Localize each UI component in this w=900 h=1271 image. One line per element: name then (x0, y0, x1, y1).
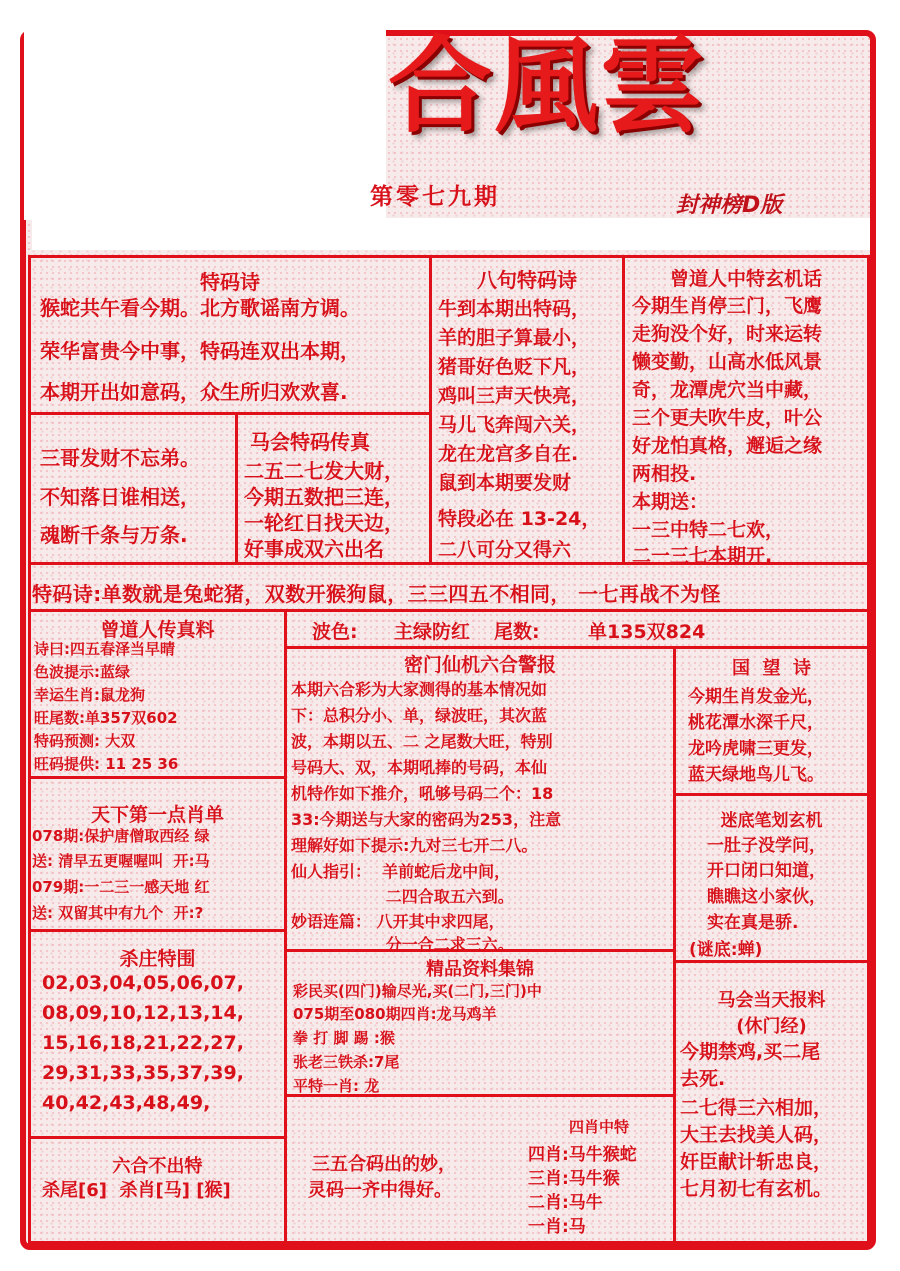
shazhuang-line: 02,03,04,05,06,07, (42, 972, 244, 994)
sixiao-line: 四肖:马牛猴蛇 (528, 1145, 637, 1165)
bose-value: 主绿防红 (394, 621, 471, 643)
poem2-line: 不知落日谁相送， (40, 485, 200, 509)
baju-line: 特段必在 13-24， (438, 508, 601, 530)
mimen-line: 仙人指引： 羊前蛇后龙中间， (291, 862, 511, 881)
mahui-dangtian-line: 二七得三六相加， (680, 1097, 833, 1119)
mimen-line: 理解好如下提示:九对三七开二八。 (291, 836, 538, 855)
baju-line: 牛到本期出特码， (438, 298, 591, 320)
sanwu-line: 灵码一齐中得好。 (308, 1180, 452, 1201)
zengdao-xuanji-line: 二一三七本期开. (632, 545, 773, 567)
liuhe-bu-title: 六合不出特 (112, 1156, 203, 1177)
zengdao-xuanji-line: 一三中特二七欢， (632, 519, 785, 541)
header-blank-area (24, 30, 386, 220)
midi-title: 迷底笔划玄机 (720, 811, 823, 831)
baju-line: 龙在龙宫多自在. (438, 443, 579, 465)
jingpin-line: 平特一肖: 龙 (293, 1077, 380, 1095)
jingpin-line: 075期至080期四肖:龙马鸡羊 (293, 1005, 497, 1023)
mahui-chuanzhen-line: 二五二七发大财， (244, 459, 404, 483)
mimen-line: 机特作如下推介，吼够号码二个：18 (291, 784, 554, 803)
sixiao-title: 四肖中特 (569, 1118, 630, 1136)
poem1-line: 荣华富贵今中事，特码连双出本期， (40, 339, 360, 363)
poem1-line: 猴蛇共午看今期。北方歌谣南方调。 (40, 296, 360, 320)
baju-line: 猪哥好色贬下凡， (438, 356, 591, 378)
mimen-line: 妙语连篇： 八开其中求四尾， (291, 912, 505, 931)
tail-value: 单135双824 (588, 621, 706, 643)
zengdao-xuanji-line: 两相投. (632, 463, 697, 485)
mimen-line: 分一合二求三六。 (291, 935, 514, 954)
sixiao-line: 二肖:马牛 (528, 1193, 603, 1213)
poem1-line: 本期开出如意码，众生所归欢欢喜. (40, 380, 348, 404)
banner-text: 特码诗:单数就是兔蛇猪，双数开猴狗鼠，三三四五不相同， 一七再战不为怪 (32, 582, 721, 606)
baju-line: 鼠到本期要发财 (438, 472, 572, 494)
mimen-line: 本期六合彩为大家测得的基本情况如 (291, 680, 548, 699)
zengdao-xuanji-line: 本期送： (632, 491, 709, 513)
mahui-dangtian-line: 奸臣献计斩忠良， (680, 1151, 833, 1173)
mahui-dangtian-subtitle: (休门经) (736, 1016, 807, 1037)
mimen-line: 波，本期以五、二 之尾数大旺，特别 (291, 732, 553, 751)
jingpin-line: 张老三铁杀:7尾 (293, 1053, 400, 1071)
jingpin-title: 精品资料集锦 (426, 959, 534, 980)
tianxia-line: 079期:一二三一感天地 红 (32, 878, 210, 896)
midi-line: 开口闭口知道， (707, 861, 826, 881)
masthead-title: 合風雲 (388, 24, 707, 147)
zengdao-xuanji-line: 今期生肖停三门，飞鹰 (632, 295, 823, 317)
zengdao-zhenliao-line: 特码预测: 大双 (34, 732, 136, 750)
zengdao-zhenliao-line: 旺码提供: 11 25 36 (34, 755, 179, 773)
guowang-line: 桃花潭水深千尺， (688, 713, 824, 733)
sixiao-line: 三肖:马牛猴 (528, 1169, 620, 1189)
midi-line: 瞧瞧这小家伙， (707, 887, 826, 907)
poem2-line: 三哥发财不忘弟。 (40, 446, 200, 470)
tail-label: 尾数: (494, 621, 540, 643)
mahui-chuanzhen-title: 马会特码传真 (250, 430, 370, 454)
tianxia-line: 078期:保护唐僧取西经 绿 (32, 827, 210, 845)
zengdao-zhenliao-line: 色波提示:蓝绿 (34, 663, 130, 681)
shazhuang-line: 08,09,10,12,13,14, (42, 1002, 244, 1024)
baju-line: 二八可分又得六 (438, 539, 572, 561)
shazhuang-line: 40,42,43,48,49, (42, 1092, 211, 1114)
zengdao-xuanji-line: 三个更夫吹牛皮，叶公 (632, 407, 823, 429)
mimen-line: 33:今期送与大家的密码为253，注意 (291, 810, 562, 829)
baju-line: 羊的胆子算最小， (438, 327, 591, 349)
bose-box (284, 609, 870, 649)
zengdao-zhenliao-line: 幸运生肖:鼠龙狗 (34, 686, 145, 704)
guowang-line: 龙吟虎啸三更发， (688, 739, 824, 759)
shazhuang-title: 杀庄特围 (119, 948, 196, 970)
mahui-chuanzhen-line: 好事成双六出名 (244, 537, 384, 561)
guowang-line: 蓝天绿地鸟儿飞。 (688, 765, 824, 785)
zengdao-xuanji-line: 奇，龙潭虎穴当中藏， (632, 379, 823, 401)
jingpin-line: 拳 打 脚 踢 :猴 (293, 1029, 395, 1047)
guowang-line: 今期生肖发金光， (688, 687, 824, 707)
mimen-title: 密门仙机六合警报 (403, 654, 556, 676)
zengdao-zhenliao-title: 曾道人传真料 (100, 619, 215, 641)
midi-answer: (谜底:蝉) (689, 940, 763, 960)
zengdao-xuanji-line: 懒变勤，山高水低风景 (632, 351, 823, 373)
mahui-dangtian-title: 马会当天报料 (717, 990, 826, 1011)
baju-line: 鸡叫三声天快亮， (438, 385, 591, 407)
baju-line: 马儿飞奔闯六关， (438, 414, 591, 436)
tianxia-line: 送: 双留其中有九个 开:? (32, 904, 204, 922)
bose-label: 波色: (312, 621, 358, 643)
shazhuang-line: 29,31,33,35,37,39, (42, 1062, 244, 1084)
mahui-dangtian-line: 七月初七有玄机。 (680, 1178, 833, 1200)
mahui-chuanzhen-line: 今期五数把三连， (244, 485, 404, 509)
guowang-title: 国 望 诗 (731, 658, 812, 679)
mahui-dangtian-line: 去死. (680, 1068, 726, 1090)
tianxia-title: 天下第一点肖单 (90, 804, 224, 826)
zengdao-zhenliao-line: 诗曰:四五春泽当早晴 (34, 640, 175, 658)
mahui-dangtian-line: 今期禁鸡,买二尾 (680, 1041, 821, 1063)
mahui-dangtian-line: 大王去找美人码， (680, 1124, 833, 1146)
zengdao-xuanji-line: 好龙怕真格，邂逅之缘 (632, 435, 823, 457)
zengdao-xuanji-line: 走狗没个好，时来运转 (632, 323, 823, 345)
zengdao-zhenliao-line: 旺尾数:单357双602 (34, 709, 178, 727)
shazhuang-line: 15,16,18,21,22,27, (42, 1032, 244, 1054)
mahui-chuanzhen-line: 一轮红日找天边， (244, 511, 404, 535)
midi-line: 实在真是骄. (707, 913, 799, 933)
poem1-title: 特码诗 (200, 270, 260, 294)
edition-label: 封神榜D版 (676, 193, 783, 218)
sixiao-line: 一肖:马 (528, 1217, 586, 1237)
mimen-line: 二四合取五六到。 (291, 887, 514, 906)
liuhe-bu-line: 杀尾[6] 杀肖[马] [猴] (42, 1180, 231, 1201)
header-strip (32, 218, 870, 250)
sanwu-line: 三五合码出的妙， (312, 1154, 456, 1175)
jingpin-line: 彩民买(四门)输尽光,买(二门,三门)中 (293, 982, 542, 1000)
zengdao-xuanji-title: 曾道人中特玄机话 (669, 268, 822, 290)
mimen-line: 号码大、双，本期吼捧的号码，本仙 (291, 758, 548, 777)
baju-title: 八句特码诗 (477, 268, 577, 292)
midi-line: 一肚子没学问， (707, 836, 826, 856)
tianxia-line: 送: 清早五更喔喔叫 开:马 (32, 852, 210, 870)
issue-number: 第零七九期 (370, 184, 500, 210)
mimen-line: 下：总积分小、单，绿波旺，其次蓝 (291, 706, 548, 725)
poem2-line: 魂断千条与万条. (40, 523, 188, 547)
